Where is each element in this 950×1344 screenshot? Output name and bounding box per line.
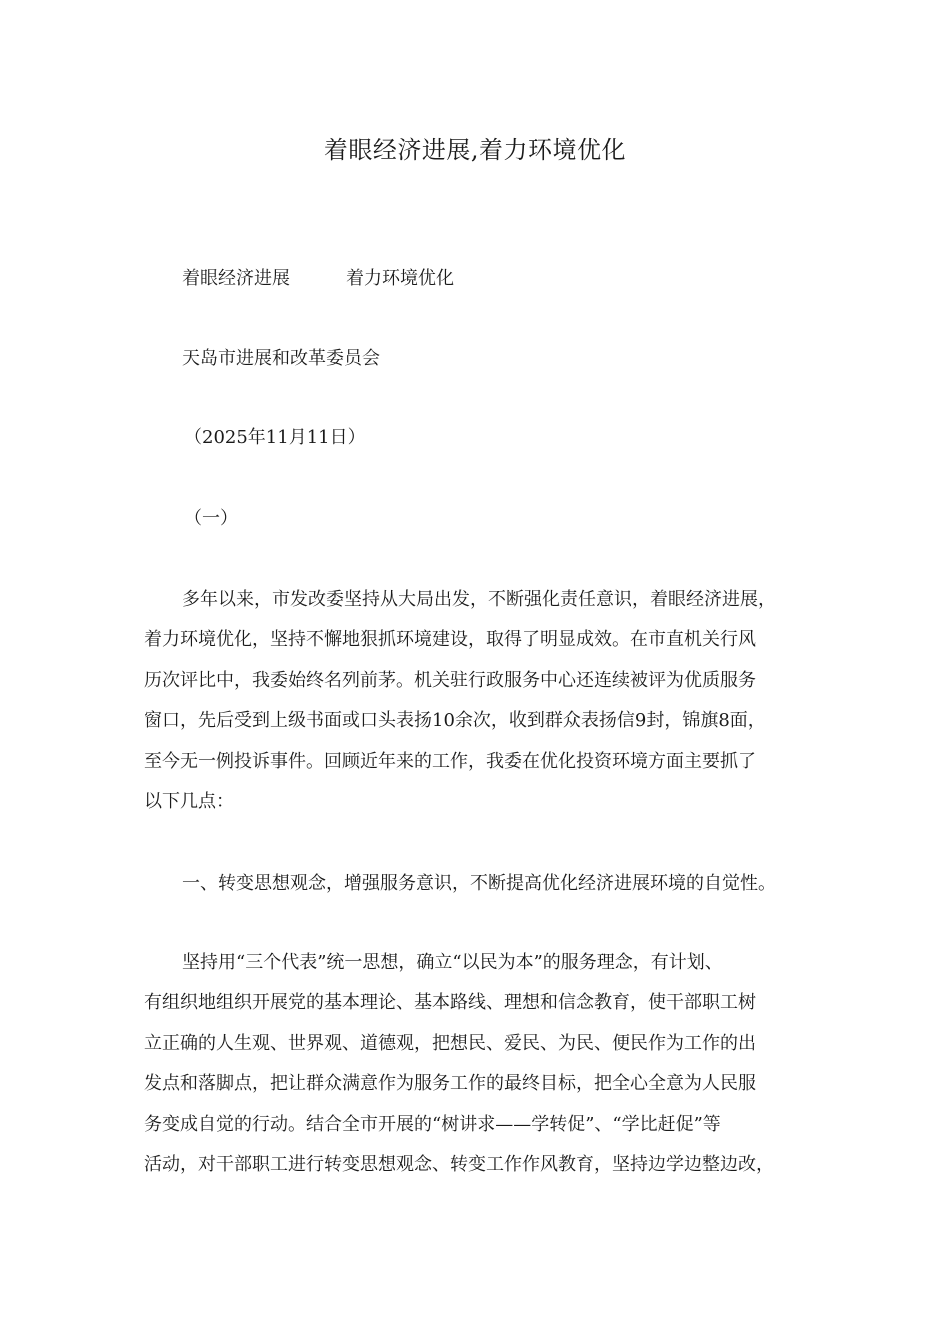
document-date: （2025年11月11日）	[184, 427, 366, 448]
subtitle-right: 着力环境优化	[346, 268, 454, 289]
paragraph-line: 多年以来，市发改委坚持从大局出发，不断强化责任意识，着眼经济进展，	[182, 589, 776, 610]
paragraph-line: 以下几点：	[144, 791, 234, 813]
paragraph-line: 发点和落脚点，把让群众满意作为服务工作的最终目标，把全心全意为人民服	[144, 1073, 756, 1095]
paragraph-line: 坚持用“三个代表”统一思想，确立“以民为本”的服务理念，有计划、	[182, 952, 723, 973]
paragraph-section-1	[144, 943, 808, 1185]
section-heading-1: 一、转变思想观念，增强服务意识，不断提高优化经济进展环境的自觉性。	[182, 873, 776, 894]
paragraph-line: 立正确的人生观、世界观、道德观，把想民、爱民、为民、便民作为工作的出	[144, 1032, 756, 1054]
document-title: 着眼经济进展,着力环境优化	[323, 136, 627, 164]
paragraph-line: 有组织地组织开展党的基本理论、基本路线、理想和信念教育，使干部职工树	[144, 992, 756, 1014]
paragraph-line: 活动，对干部职工进行转变思想观念、转变工作作风教育，坚持边学边整边改，	[144, 1154, 774, 1176]
paragraph-intro	[144, 580, 808, 822]
paragraph-line: 着力环境优化，坚持不懈地狠抓环境建设，取得了明显成效。在市直机关行风	[144, 629, 756, 651]
section-marker: （一）	[184, 508, 238, 529]
paragraph-line: 至今无一例投诉事件。回顾近年来的工作，我委在优化投资环境方面主要抓了	[144, 750, 756, 772]
paragraph-line: 务变成自觉的行动。结合全市开展的“树讲求——学转促”、“学比赶促”等	[144, 1113, 721, 1135]
subtitle-left: 着眼经济进展	[182, 268, 290, 289]
organization-name: 天岛市进展和改革委员会	[182, 348, 380, 369]
paragraph-line: 历次评比中，我委始终名列前茅。机关驻行政服务中心还连续被评为优质服务	[144, 669, 756, 691]
paragraph-line: 窗口，先后受到上级书面或口头表扬10余次，收到群众表扬信9封，锦旗8面，	[144, 710, 766, 732]
